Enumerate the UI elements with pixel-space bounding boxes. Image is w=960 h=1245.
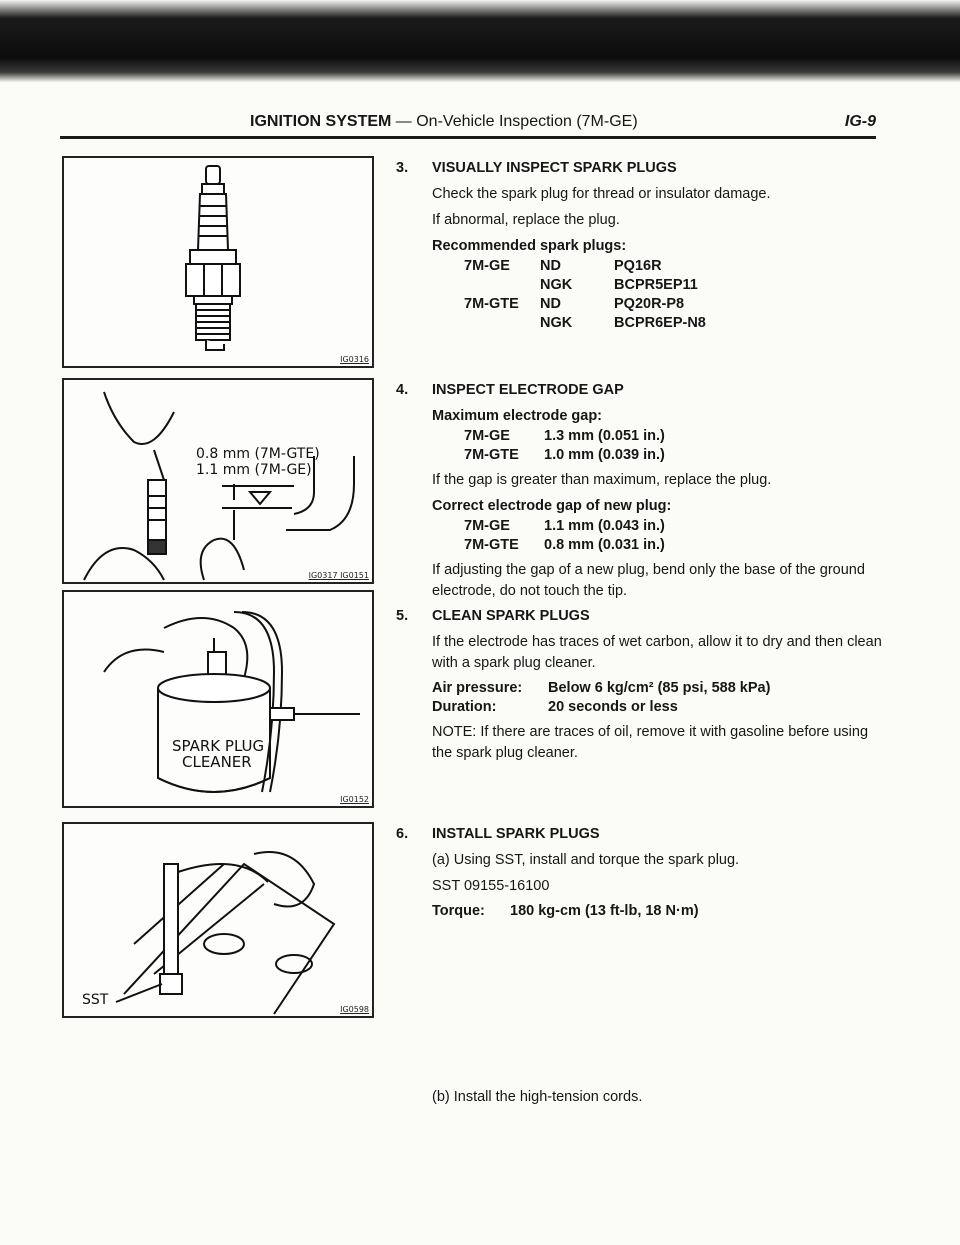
step-title: VISUALLY INSPECT SPARK PLUGS — [432, 160, 677, 176]
spark-plug-illustration — [64, 158, 372, 366]
step-title: INSPECT ELECTRODE GAP — [432, 382, 624, 398]
step-text: If abnormal, replace the plug. — [432, 212, 620, 228]
spec-heading: Maximum electrode gap: — [432, 408, 603, 424]
figure-code: IG0152 — [340, 795, 369, 804]
step-number: 3. — [396, 160, 409, 176]
step-6 — [396, 824, 876, 944]
step-substep-a: (a) Using SST, install and torque the spark plug. — [432, 852, 740, 868]
cleaner-label-line1: SPARK PLUG — [172, 737, 265, 755]
step-text: If the gap is greater than maximum, replace the plug. — [432, 472, 772, 488]
max-gap-table: 7M-GE 1.3 mm (0.051 in.) 7M-GTE 1.0 mm (0.039 in.) — [464, 428, 665, 463]
figure-electrode-gap — [62, 378, 374, 584]
step-title: INSTALL SPARK PLUGS — [432, 826, 600, 842]
step-substep-b: (b) Install the high-tension cords. — [432, 1089, 643, 1105]
cleaner-illustration — [64, 592, 372, 806]
section-title: IGNITION SYSTEM — [250, 113, 392, 130]
step-number: 4. — [396, 382, 409, 398]
step-5 — [396, 606, 882, 776]
step-title: CLEAN SPARK PLUGS — [432, 608, 590, 624]
install-illustration — [64, 824, 372, 1016]
page-number: IG-9 — [844, 113, 876, 130]
figure-spark-plug — [62, 156, 374, 368]
torque-spec: Torque: 180 kg-cm (13 ft-lb, 18 N·m) — [432, 903, 699, 919]
sst-number: SST 09155-16100 — [432, 878, 550, 894]
step-text: Check the spark plug for thread or insulator damage. — [432, 186, 771, 202]
figure-code: IG0317 IG0151 — [308, 571, 369, 580]
sst-label: SST — [82, 992, 109, 1008]
section-subtitle: On-Vehicle Inspection (7M-GE) — [416, 113, 638, 130]
header-rule — [60, 136, 876, 139]
step-number: 5. — [396, 608, 409, 624]
gap-label-7m-ge: 1.1 mm (7M-GE) — [196, 462, 312, 478]
air-pressure-spec: Air pressure: Below 6 kg/cm² (85 psi, 588 kPa) — [432, 680, 771, 696]
figure-code: IG0316 — [340, 355, 369, 364]
step-text: If adjusting the gap of a new plug, bend only the base of the ground electrode, do not touch the tip. — [432, 562, 865, 599]
step-3 — [396, 158, 876, 338]
step-number: 6. — [396, 826, 409, 842]
step-text: If the electrode has traces of wet carbon, allow it to dry and then clean with a spark plug cleaner. — [432, 634, 882, 671]
duration-spec: Duration: 20 seconds or less — [432, 699, 678, 715]
figure-code: IG0598 — [340, 1005, 369, 1014]
figure-install-sst — [62, 822, 374, 1018]
step-4 — [396, 380, 876, 599]
page-header: IGNITION SYSTEM — On-Vehicle Inspection (7M-GE) IG-9 — [250, 113, 876, 130]
gap-label-7m-gte: 0.8 mm (7M-GTE) — [196, 446, 320, 462]
spec-heading: Recommended spark plugs: — [432, 238, 627, 254]
figure-spark-plug-cleaner — [62, 590, 374, 808]
spec-heading: Correct electrode gap of new plug: — [432, 498, 672, 514]
scanned-top-band — [0, 0, 960, 82]
note-text: NOTE: If there are traces of oil, remove it with gasoline before using the spark plug cleaner. — [432, 724, 869, 761]
new-gap-table: 7M-GE 1.1 mm (0.043 in.) 7M-GTE 0.8 mm (0.031 in.) — [464, 518, 665, 553]
spark-plug-spec-table: 7M-GE ND PQ16R NGK BCPR5EP11 7M-GTE ND PQ20R-P8 NGK BCPR6EP-N8 — [464, 258, 706, 331]
cleaner-label-line2: CLEANER — [182, 753, 252, 771]
gap-gauge-illustration — [64, 380, 372, 582]
